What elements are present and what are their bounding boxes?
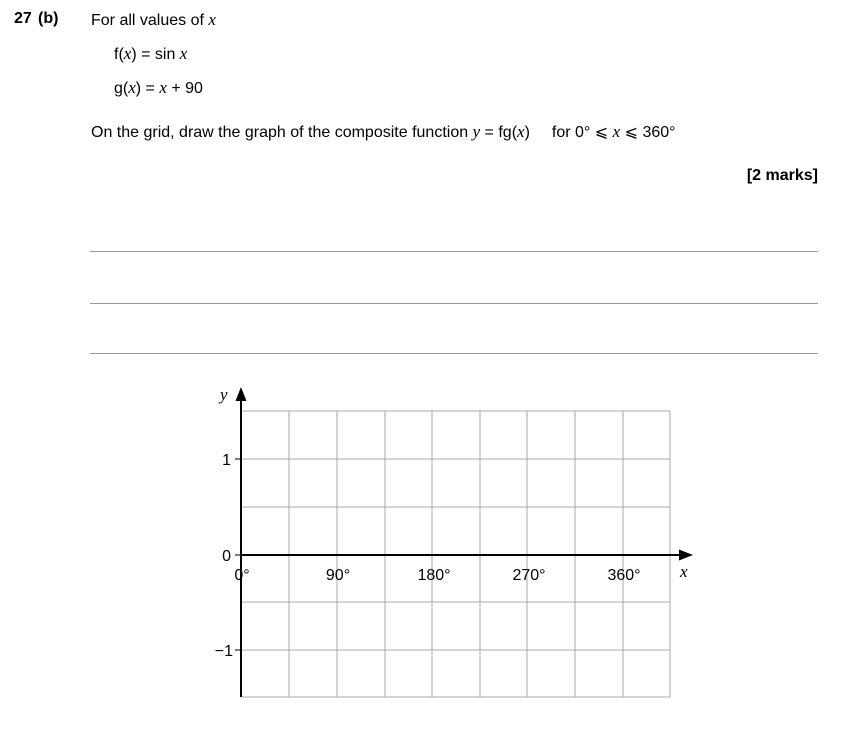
y-tick-label-neg1: −1: [214, 643, 233, 660]
f-name: f(: [114, 46, 124, 63]
x-tick-label-270: 270°: [512, 567, 546, 584]
instruction-range-end: ⩽ 360°: [620, 124, 676, 141]
g-rest: + 90: [166, 80, 203, 97]
y-axis-label: y: [220, 385, 228, 404]
g-var2: x: [159, 78, 167, 97]
f-var: x: [123, 44, 132, 63]
g-name: g(: [114, 80, 129, 97]
question-part: (b): [38, 10, 59, 27]
instruction-x-var: x: [517, 122, 525, 141]
x-tick-label-90: 90°: [325, 567, 351, 584]
x-tick-label-0: 0°: [234, 567, 250, 584]
x-tick-label-360: 360°: [607, 567, 641, 584]
g-mid: ) =: [135, 80, 160, 97]
y-tick-label-0: 0: [222, 548, 231, 565]
y-axis-arrow-icon: [236, 387, 247, 401]
instruction-eq: = fg(: [480, 124, 518, 141]
instruction-range-var: x: [612, 122, 621, 141]
instruction-y-var: y: [472, 122, 481, 141]
instruction-for: for 0° ⩽: [551, 124, 613, 141]
x-axis-arrow-icon: [679, 550, 693, 561]
marks-label: [2 marks]: [746, 167, 818, 184]
question-number: 27: [14, 10, 32, 27]
instruction-close: ): [524, 124, 530, 141]
intro-variable: x: [208, 10, 216, 29]
g-var: x: [128, 78, 136, 97]
instruction-label: On the grid, draw the graph of the composite function: [91, 124, 473, 141]
f-rest: ) = sin: [131, 46, 180, 63]
f-var2: x: [179, 44, 188, 63]
y-tick-label-1: 1: [222, 452, 231, 469]
intro-label: For all values of: [91, 12, 209, 29]
x-tick-label-180: 180°: [417, 567, 451, 584]
x-axis-label: x: [680, 562, 688, 581]
